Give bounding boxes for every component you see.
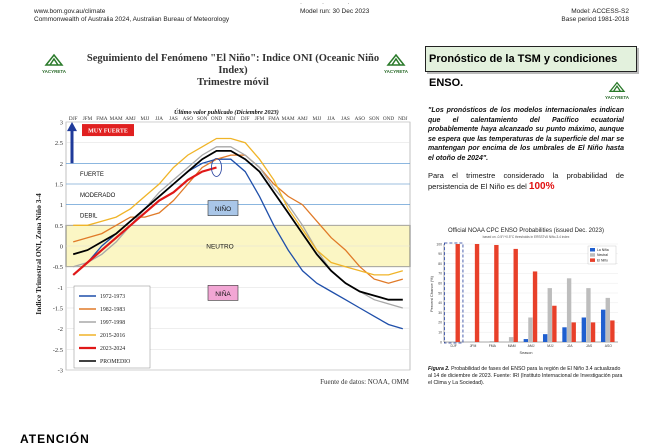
y-tick-label: 2.5 [54, 140, 63, 148]
mini-bar-neutral [528, 318, 532, 343]
legend-entry: 1972-1973 [100, 294, 126, 301]
category-label: MODERADO [80, 192, 116, 199]
mini-x-tick: JFM [469, 344, 477, 348]
chart-title-line1: Seguimiento del Fenómeno "El Niño": Indice ONI (Oceanic Niño Index) [86, 53, 380, 76]
caption-label: Figura 2. [428, 366, 450, 372]
category-label: MUY FUERTE [88, 128, 128, 135]
logo-label: YACYRETA [383, 69, 408, 74]
x-tick-label: JFM [82, 116, 93, 122]
mini-legend-entry: El Niño [597, 258, 608, 263]
forecast-quote: "Los pronósticos de los modelos internacionales indican que el calentamiento del Pacífico ecuatorial probablemente haya alcanzado su punto máximo, aunque se espera que las temperaturas de la superficie del mar se mantengan por encima de los umbrales de El Niño hasta el otoño de 2024". [428, 107, 624, 162]
mini-y-tick: 20 [438, 320, 442, 325]
mini-y-tick: 40 [438, 301, 442, 306]
persistence-paragraph [428, 170, 624, 192]
mini-bar-neutral [490, 341, 494, 342]
mini-bar-el_nino [572, 322, 576, 342]
model-name: Model: ACCESS-S2 [571, 8, 629, 15]
mini-legend-entry: Neutral [597, 253, 608, 258]
y-tick-label: 1 [59, 202, 63, 210]
model-run: Model run: 30 Dec 2023 [300, 8, 370, 15]
x-tick-label: JAS [341, 116, 350, 122]
mini-x-tick: JAS [585, 344, 593, 348]
mini-bar-neutral [606, 298, 610, 342]
mini-bar-la_nina [582, 318, 586, 343]
mini-bar-neutral [548, 288, 552, 342]
caption-text: Probabilidad de fases del ENSO para la región de El Niño 3.4 actualizado al 14 de diciembre de 2023. Fuente: IRI (Instituto Internacional de Investigación para el Clima y La Sociedad). [428, 366, 623, 386]
yacyreta-logo-icon [606, 80, 628, 94]
strip-dots: · · · [300, 1, 350, 7]
legend-entry: 2023-2024 [100, 346, 126, 353]
category-label: NIÑA [215, 290, 231, 298]
yacyreta-logo-forecast [603, 80, 631, 100]
y-tick-label: 0 [59, 243, 63, 251]
x-tick-label: ASO [354, 116, 366, 122]
mini-y-tick: 90 [438, 252, 442, 257]
mini-bar-la_nina [562, 327, 566, 342]
x-tick-label: FMA [96, 116, 108, 122]
source-left [34, 8, 229, 24]
mini-y-tick: 0 [440, 340, 442, 345]
mini-bar-neutral [567, 278, 571, 342]
enso-probability-chart [428, 224, 624, 356]
forecast-heading: Pronóstico de la TSM y condiciones ENSO. [425, 46, 637, 72]
legend-entry: 2015-2016 [100, 333, 126, 340]
mini-legend-swatch [590, 248, 595, 252]
mini-x-tick: DJF [450, 344, 457, 348]
y-axis-label: Indice Trimestral ONI, Zona Niño 3-4 [34, 193, 43, 315]
mini-x-tick: MAM [507, 344, 516, 348]
figure-caption [428, 366, 624, 387]
mini-bar-el_nino [552, 306, 556, 342]
mini-legend-entry: La Niña [597, 248, 609, 252]
mini-bar-neutral [586, 288, 590, 342]
x-tick-label: JJA [155, 116, 164, 122]
mini-y-tick: 50 [438, 291, 442, 296]
mini-bar-el_nino [514, 249, 518, 342]
mini-x-tick: MJJ [547, 344, 554, 348]
chart-title-line2: Trimestre móvil [197, 77, 269, 88]
oni-chart-panel [34, 44, 416, 396]
category-label: NIÑO [214, 206, 232, 214]
mini-x-tick: AMJ [527, 344, 535, 348]
logo-label: YACYRETA [41, 69, 66, 74]
x-tick-label: SON [368, 116, 380, 122]
mini-bar-el_nino [610, 320, 614, 342]
x-tick-label: JAS [169, 116, 178, 122]
x-tick-label: DJF [68, 116, 78, 122]
category-label: FUERTE [80, 172, 104, 179]
legend-entry: 1997-1998 [100, 320, 126, 327]
mini-x-tick: ASO [604, 344, 612, 348]
source-strip [0, 0, 647, 26]
y-tick-label: 0.5 [54, 222, 63, 230]
mini-y-tick: 70 [438, 271, 442, 276]
category-neutro: NEUTRO [206, 243, 234, 251]
last-value-note: Último valor publicado (Diciembre 2023) [174, 109, 279, 116]
mini-bar-el_nino [475, 244, 479, 342]
arrow-head-icon [67, 122, 77, 131]
y-tick-label: -0.5 [52, 264, 63, 272]
x-tick-label: JJA [327, 116, 336, 122]
x-tick-label: DJF [240, 116, 250, 122]
mini-y-tick: 30 [438, 310, 442, 315]
x-tick-label: JFM [254, 116, 265, 122]
category-label: DEBIL [80, 213, 98, 220]
base-period: Base period 1981-2018 [561, 16, 629, 23]
x-tick-label: ASO [182, 116, 194, 122]
mini-chart-title: Official NOAA CPC ENSO Probabilities (issued Dec. 2023) [448, 228, 604, 234]
x-tick-label: MAM [109, 116, 123, 122]
mini-bar-el_nino [494, 245, 498, 342]
mini-y-tick: 100 [436, 242, 442, 247]
category-muy-fuerte [82, 124, 134, 136]
category-nina [208, 285, 238, 300]
x-tick-label: OND [210, 116, 223, 122]
y-tick-label: 3 [59, 119, 63, 127]
mini-y-tick: 80 [438, 261, 442, 266]
category-nino [208, 201, 238, 216]
mini-y-label: Percent Chance (%) [429, 275, 434, 313]
mini-x-tick: FMA [488, 344, 496, 348]
mini-bar-el_nino [533, 271, 537, 342]
y-tick-label: -2 [57, 326, 63, 334]
mini-bar-el_nino [591, 322, 595, 342]
source-right [561, 8, 629, 24]
forecast-panel [425, 44, 637, 396]
mini-bar-la_nina [601, 310, 605, 342]
x-tick-label: MJJ [312, 116, 322, 122]
legend-entry: 1982-1983 [100, 307, 126, 314]
x-tick-label: MAM [281, 116, 295, 122]
mini-legend-swatch [590, 258, 595, 262]
source-url: www.bom.gov.au/climate [34, 8, 106, 15]
x-tick-label: NDJ [226, 116, 236, 122]
x-tick-label: AMJ [125, 116, 136, 122]
mini-y-tick: 60 [438, 281, 442, 286]
y-tick-label: -1.5 [52, 305, 63, 313]
mini-bar-neutral [509, 337, 513, 342]
mini-chart-subtitle: based on -0.5°/+0.5°C thresholds in ERSSTv5 Niño-3.4 index [482, 235, 570, 239]
attention-heading: ATENCIÓN [20, 432, 90, 446]
y-tick-label: 2 [59, 160, 63, 168]
mini-bar-la_nina [524, 339, 528, 342]
logo-label: YACYRETA [604, 95, 629, 100]
y-tick-label: -3 [57, 367, 63, 375]
x-tick-label: NDJ [398, 116, 408, 122]
mini-x-label: Season [519, 351, 533, 355]
persistence-value: 100% [528, 181, 555, 192]
source-copyright: Commonwealth of Australia 2024, Australian Bureau of Meteorology [34, 16, 230, 23]
mini-legend-swatch [590, 253, 595, 257]
x-tick-label: AMJ [297, 116, 308, 122]
persistence-text: Para el trimestre considerado la probabilidad de persistencia de El Niño es del [428, 171, 624, 191]
mini-y-tick: 10 [438, 330, 442, 335]
legend-entry: PROMEDIO [100, 359, 131, 366]
x-tick-label: OND [382, 116, 395, 122]
x-tick-label: SON [196, 116, 208, 122]
y-tick-label: -2.5 [52, 346, 63, 354]
mini-x-tick: JJA [566, 344, 573, 348]
oni-chart [34, 44, 416, 396]
mini-bar-el_nino [456, 244, 460, 342]
y-tick-label: 1.5 [54, 181, 63, 189]
mini-bar-la_nina [543, 334, 547, 342]
x-tick-label: FMA [268, 116, 280, 122]
data-source: Fuente de datos: NOAA, OMM [320, 378, 409, 386]
y-tick-label: -1 [57, 284, 63, 292]
x-tick-label: MJJ [140, 116, 150, 122]
